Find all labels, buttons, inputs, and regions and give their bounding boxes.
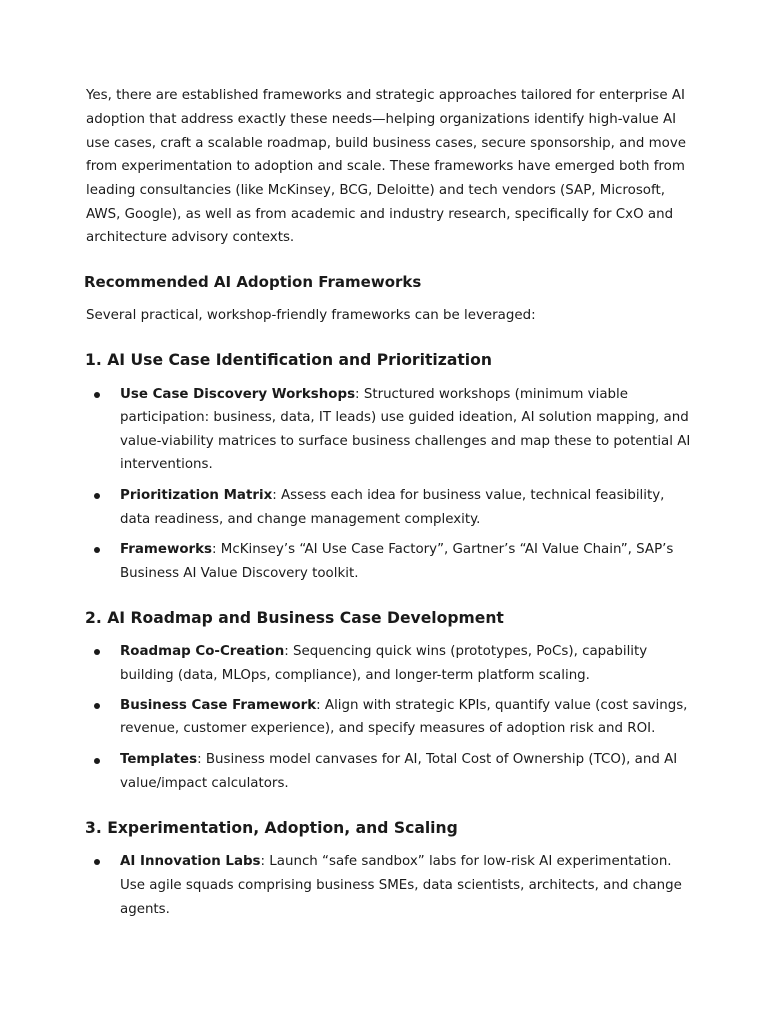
- bullet-line: value/impact calculators.: [120, 776, 289, 791]
- bullet-text: : McKinsey’s “AI Use Case Factory”, Gartner’s “AI Value Chain”, SAP’s: [212, 542, 674, 557]
- bullet-text: : Sequencing quick wins (prototypes, PoCs), capability: [284, 644, 648, 659]
- intro-line: from experimentation to adoption and scale. These frameworks have emerged both from: [86, 159, 685, 174]
- bullet-term: Business Case Framework: [120, 698, 317, 713]
- bullet-first-line: [120, 748, 677, 772]
- bullet-text: : Structured workshops (minimum viable: [355, 387, 628, 402]
- intro-line: AWS, Google), as well as from academic and industry research, specifically for CxO and: [86, 207, 674, 222]
- bullet-term: Frameworks: [120, 542, 213, 557]
- intro-line: Yes, there are established frameworks and strategic approaches tailored for enterprise AI: [86, 88, 685, 103]
- bullet-line: Use agile squads comprising business SMEs, data scientists, architects, and change: [120, 878, 682, 893]
- bullet-icon: [94, 703, 100, 709]
- intro-line: adoption that address exactly these needs—helping organizations identify high-value AI: [86, 112, 677, 127]
- section-heading: 2. AI Roadmap and Business Case Development: [85, 609, 504, 627]
- intro-line: use cases, craft a scalable roadmap, build business cases, secure sponsorship, and move: [86, 136, 687, 151]
- bullet-term: AI Innovation Labs: [120, 854, 261, 869]
- bullet-line: data readiness, and change management complexity.: [120, 512, 481, 527]
- bullet-icon: [94, 859, 100, 865]
- bullet-line: Business AI Value Discovery toolkit.: [120, 566, 359, 581]
- bullet-icon: [94, 547, 100, 553]
- bullet-icon: [94, 493, 100, 499]
- intro-line: leading consultancies (like McKinsey, BCG, Deloitte) and tech vendors (SAP, Microsoft,: [86, 183, 665, 198]
- bullet-first-line: [120, 383, 628, 407]
- recommended-lead: Several practical, workshop-friendly frameworks can be leveraged:: [86, 308, 536, 323]
- bullet-term: Prioritization Matrix: [120, 488, 273, 503]
- bullet-first-line: [120, 850, 672, 874]
- bullet-term: Roadmap Co-Creation: [120, 644, 285, 659]
- section-heading: 3. Experimentation, Adoption, and Scaling: [85, 819, 458, 837]
- recommended-heading: Recommended AI Adoption Frameworks: [84, 273, 422, 291]
- bullet-first-line: [120, 484, 664, 508]
- bullet-line: agents.: [120, 902, 170, 917]
- bullet-first-line: [120, 640, 647, 664]
- bullet-line: participation: business, data, IT leads) use guided ideation, AI solution mapping, and: [120, 410, 689, 425]
- section-heading: 1. AI Use Case Identification and Prioritization: [85, 351, 492, 369]
- bullet-icon: [94, 649, 100, 655]
- bullet-line: value-viability matrices to surface business challenges and map these to potential AI: [120, 434, 691, 449]
- bullet-line: revenue, customer experience), and specify measures of adoption risk and ROI.: [120, 721, 656, 736]
- bullet-term: Templates: [120, 752, 198, 767]
- bullet-first-line: [120, 538, 673, 562]
- bullet-icon: [94, 758, 100, 764]
- intro-line: architecture advisory contexts.: [86, 230, 295, 245]
- bullet-text: : Align with strategic KPIs, quantify value (cost savings,: [316, 698, 688, 713]
- bullet-text: : Assess each idea for business value, technical feasibility,: [272, 488, 665, 503]
- bullet-term: Use Case Discovery Workshops: [120, 387, 356, 402]
- bullet-text: : Business model canvases for AI, Total Cost of Ownership (TCO), and AI: [197, 752, 678, 767]
- bullet-line: building (data, MLOps, compliance), and longer-term platform scaling.: [120, 668, 590, 683]
- bullet-line: interventions.: [120, 457, 213, 472]
- bullet-first-line: [120, 694, 687, 718]
- bullet-icon: [94, 392, 100, 398]
- bullet-text: : Launch “safe sandbox” labs for low-risk AI experimentation.: [260, 854, 672, 869]
